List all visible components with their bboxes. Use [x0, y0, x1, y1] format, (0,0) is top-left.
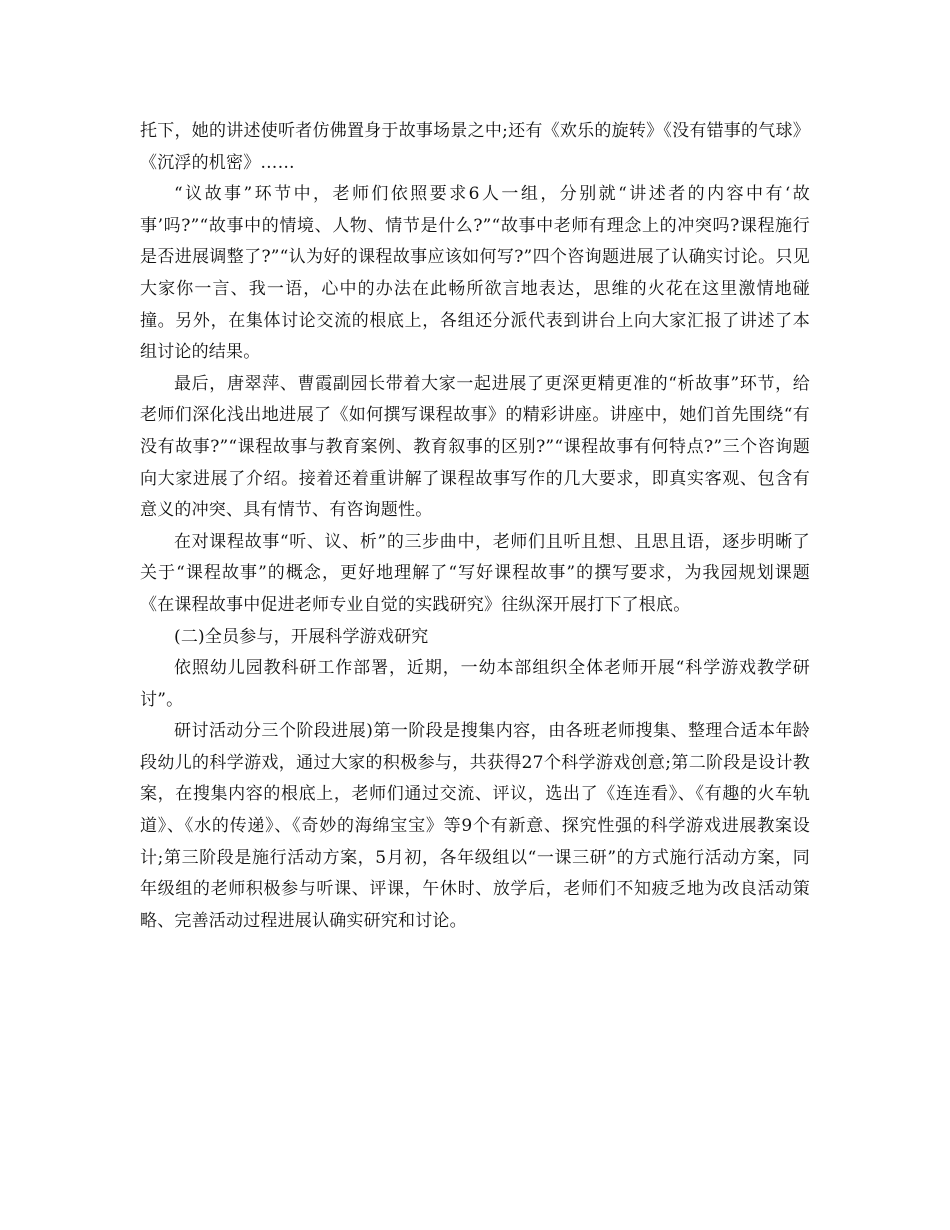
section-heading: (二)全员参与，开展科学游戏研究 [174, 626, 429, 647]
paragraph-1: 托下，她的讲述使听者仿佛置身于故事场景之中;还有《欢乐的旋转》《没有错事的气球》《沉浮的机密》…… [140, 121, 810, 173]
paragraph-5: 依照幼儿园教科研工作部署，近期，一幼本部组织全体老师开展“科学游戏教学研讨”。 [140, 658, 810, 710]
paragraph-4: 在对课程故事“听、议、析”的三步曲中，老师们且听且想、且思且语，逐步明晰了关于“课程故事”的概念，更好地理解了“写好课程故事”的撰写要求，为我园规划课题《在课程故事中促进老师专业自觉的实践研究》往纵深开展打下了根底。 [140, 531, 810, 615]
paragraph-6: 研讨活动分三个阶段进展)第一阶段是搜集内容，由各班老师搜集、整理合适本年龄段幼儿的科学游戏，通过大家的积极参与，共获得27个科学游戏创意;第二阶段是设计教案，在搜集内容的根底上，老师们通过交流、评议，选出了《连连看》、《有趣的火车轨道》、《水的传递》、《奇妙的海绵宝宝》等9个有新意、探究性强的科学游戏进展教案设计;第三阶段是施行活动方案，5月初，各年级组以“一课三研”的方式施行活动方案，同年级组的老师积极参与听课、评课，午休时、放学后，老师们不知疲乏地为改良活动策略、完善活动过程进展认确实研究和讨论。 [140, 721, 810, 931]
document-body [140, 116, 810, 937]
paragraph-2: “议故事”环节中，老师们依照要求6人一组，分别就“讲述者的内容中有‘故事’吗?”“故事中的情境、人物、情节是什么?”“故事中老师有理念上的冲突吗?课程施行是否进展调整了?”“认为好的课程故事应该如何写?”四个咨询题进展了认确实讨论。只见大家你一言、我一语，心中的办法在此畅所欲言地表达，思维的火花在这里激情地碰撞。另外，在集体讨论交流的根底上，各组还分派代表到讲台上向大家汇报了讲述了本组讨论的结果。 [140, 184, 810, 363]
paragraph-3: 最后，唐翠萍、曹霞副园长带着大家一起进展了更深更精更准的“析故事”环节，给老师们深化浅出地进展了《如何撰写课程故事》的精彩讲座。讲座中，她们首先围绕“有没有故事?”“课程故事与教育案例、教育叙事的区别?”“课程故事有何特点?”三个咨询题向大家进展了介绍。接着还着重讲解了课程故事写作的几大要求，即真实客观、包含有意义的冲突、具有情节、有咨询题性。 [140, 373, 810, 521]
